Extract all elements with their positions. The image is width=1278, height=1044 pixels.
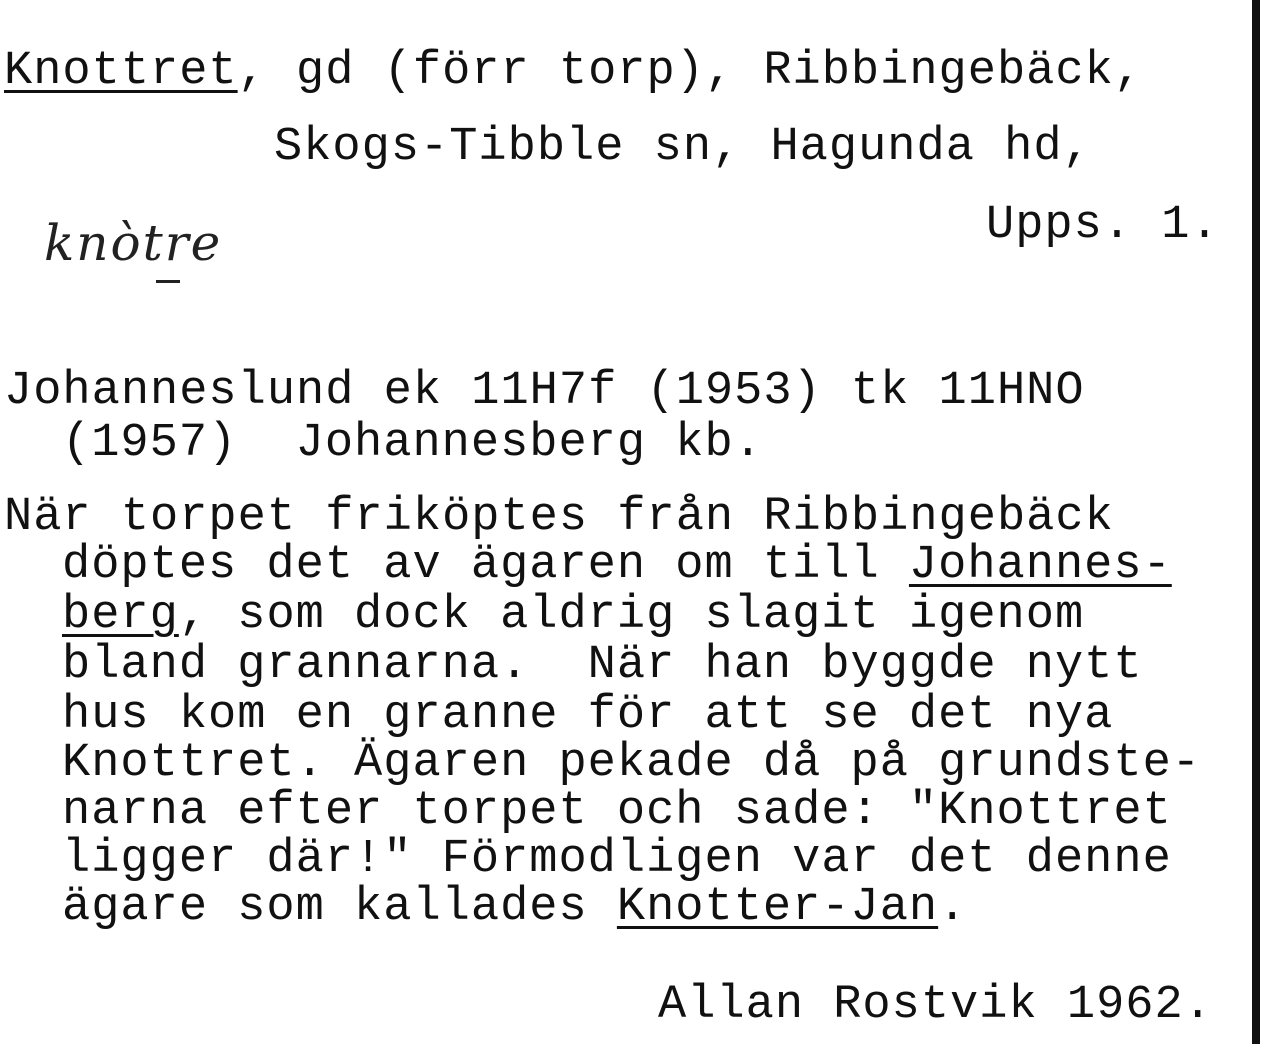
note-line-6: Knottret. Ägaren pekade då på grundste-	[62, 737, 1201, 790]
headword-description: , gd (förr torp), Ribbingebäck,	[237, 45, 1143, 98]
name-knotter-jan: Knotter-Jan	[616, 881, 939, 934]
note-line-5: hus kom en granne för att se det nya	[62, 689, 1114, 742]
note-line-1: När torpet friköptes från Ribbingebäck	[4, 491, 1114, 544]
sources-line-2: (1957) Johannesberg kb.	[62, 417, 763, 470]
note-line-8: ligger där!" Förmodligen var det denne	[62, 833, 1172, 886]
note-line-9	[62, 882, 967, 934]
name-johannesberg-part1: Johannes-	[908, 539, 1172, 592]
card-edge-border	[1252, 0, 1260, 1044]
pronunciation-underline	[156, 280, 180, 283]
note-line-3-text: , som dock aldrig slagit igenom	[178, 589, 1085, 642]
signature: Allan Rostvik 1962.	[658, 979, 1213, 1032]
headword: Knottret	[4, 45, 238, 98]
header-line-1	[4, 46, 1143, 98]
handwritten-pronunciation: knòtre	[44, 214, 223, 272]
header-line-2: Skogs-Tibble sn, Hagunda hd,	[274, 121, 1092, 174]
note-line-7: narna efter torpet och sade: "Knottret	[62, 785, 1172, 838]
note-line-9-end: .	[938, 881, 968, 934]
note-line-2-text: döptes det av ägaren om till	[62, 539, 909, 592]
name-johannesberg-part2: berg	[62, 589, 179, 642]
sources-line-1: Johanneslund ek 11H7f (1953) tk 11HNO	[4, 365, 1085, 418]
note-line-4: bland grannarna. När han byggde nytt	[62, 639, 1143, 692]
note-line-3	[62, 590, 1084, 642]
note-line-2	[62, 540, 1172, 592]
note-line-9-text: ägare som kallades	[62, 881, 617, 934]
reference: Upps. 1.	[986, 199, 1220, 252]
